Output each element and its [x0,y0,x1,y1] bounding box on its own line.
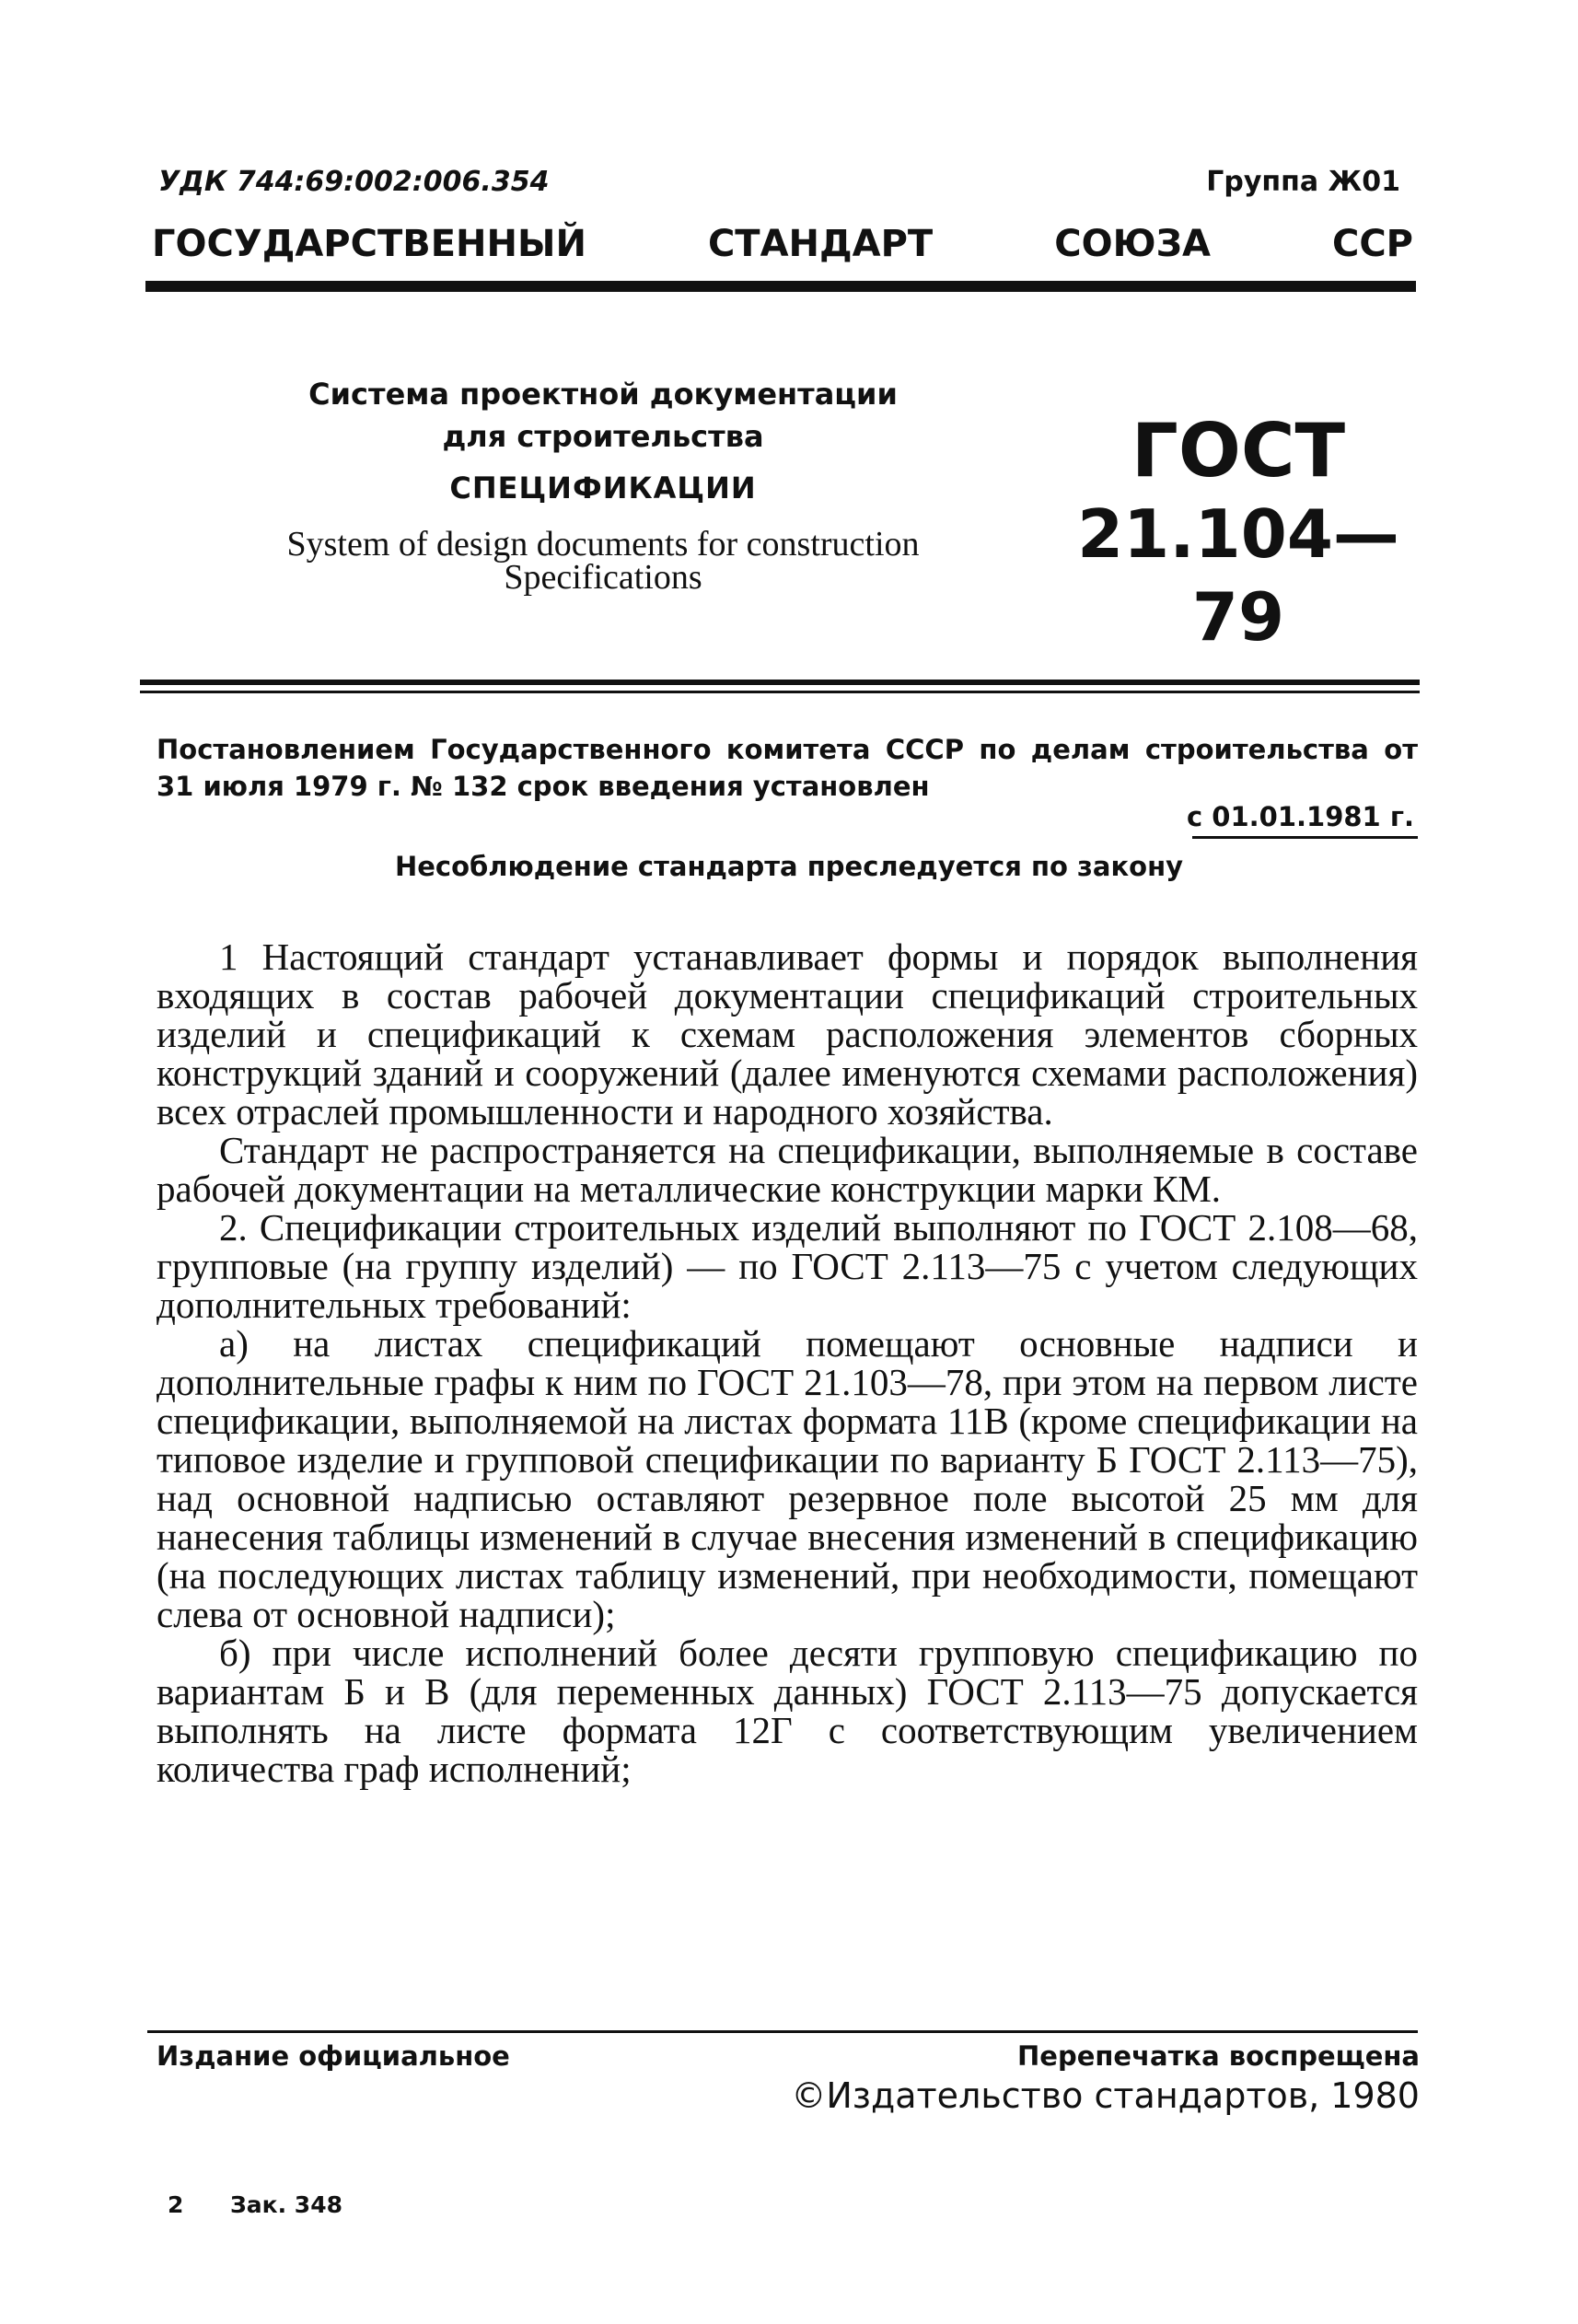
reprint-prohibited-label: Перепечатка воспрещена [1017,2040,1420,2072]
legal-notice: Несоблюдение стандарта преследуется по закону [394,851,1184,882]
footer-rule [147,2030,1418,2033]
title-english-line-1: System of design documents for construction [286,525,920,564]
header-thick-rule [145,281,1416,292]
title-rule-thin [140,691,1420,693]
title-rule-thick [140,680,1420,685]
title-english-line-2: Specifications [504,558,702,597]
state-standard-word-2: СТАНДАРТ [707,223,934,265]
gost-label: ГОСТ [1131,408,1346,494]
paragraph-2: Стандарт не распространяется на спецификации, выполняемые в составе рабочей документации на металлические конструкции марки КМ. [157,1129,1418,1210]
title-line-3: СПЕЦИФИКАЦИИ [449,471,757,505]
state-standard-heading [152,223,1413,265]
state-standard-word-4: ССР [1331,223,1413,265]
state-standard-word-3: СОЮЗА [1054,223,1211,265]
order-number: Зак. 348 [230,2191,342,2218]
state-standard-word-1: ГОСУДАРСТВЕННЫЙ [152,223,586,265]
udk-code: УДК 744:69:002:006.354 [158,166,550,198]
title-line-1: Система проектной документации [308,377,898,412]
effective-date: с 01.01.1981 г. [1186,801,1414,832]
title-block [230,373,976,597]
paragraph-1: 1 Настоящий стандарт устанавливает формы и порядок выполнения входящих в состав рабочей документации спецификаций строительных изделий и спецификаций к схемам расположения элементов сборных конструкций зданий и сооружений (далее именуются схемами расположения) всех отраслей промышленности и народного хозяйства. [157,935,1418,1133]
paragraph-4: а) на листах спецификаций помещают основные надписи и дополнительные графы к ним по ГОСТ 21.103—78, при этом на первом листе спецификации, выполняемой на листах формата 11В (кроме спецификации на типовое изделие и групповой спецификации по варианту Б ГОСТ 2.113—75), над основной надписью оставляют резервное поле высотой 25 мм для нанесения таблицы изменений в случае внесения изменений в спецификацию (на последующих листах таблицу изменений, при необходимости, помещают слева от основной надписи); [157,1322,1418,1635]
effective-date-underline [1192,836,1418,839]
decree-text: Постановлением Государственного комитета СССР по делам строительства от 31 июля 1979 г. № 132 срок введения установлен [157,734,1418,802]
body-text [157,937,1418,1788]
title-line-2: для строительства [442,419,764,454]
official-edition-label: Издание официальное [157,2040,510,2072]
gost-number: 21.104—79 [1077,495,1399,656]
group-code: Группа Ж01 [1206,166,1400,198]
publisher-copyright: ©Издательство стандартов, 1980 [791,2075,1420,2116]
paragraph-5: б) при числе исполнений более десяти групповую спецификацию по вариантам Б и В (для переменных данных) ГОСТ 2.113—75 допускается выполнять на листе формата 12Г с соответствующим увеличением количества граф исполнений; [157,1632,1418,1790]
page-number: 2 [168,2191,184,2218]
paragraph-3: 2. Спецификации строительных изделий выполняют по ГОСТ 2.108—68, групповые (на группу изделий) — по ГОСТ 2.113—75 с учетом следующих дополнительных требований: [157,1206,1418,1326]
